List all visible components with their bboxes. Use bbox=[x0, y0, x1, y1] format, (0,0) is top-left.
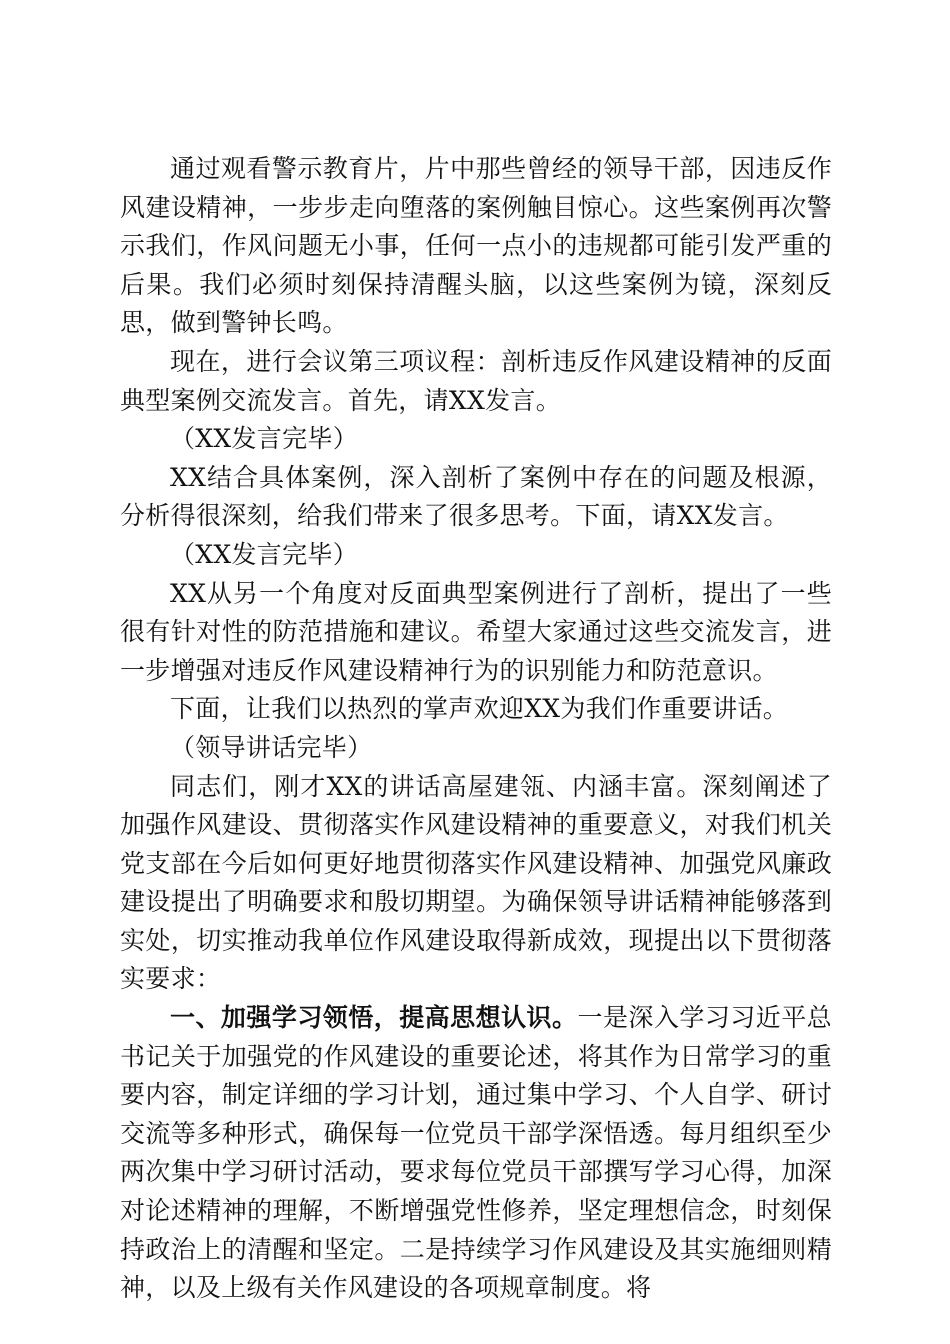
paragraph-summary-requirements: 同志们，刚才XX的讲话高屋建瓴、内涵丰富。深刻阐述了加强作风建设、贯彻落实作风建设精神的重要意义，对我们机关党支部在今后如何更好地贯彻落实作风建设精神、加强党风廉政建设提出了明确要求和殷切期望。为确保领导讲话精神能够落到实处，切实推动我单位作风建设取得新成效，现提出以下贯彻落实要求： bbox=[120, 771, 832, 994]
paragraph-warning-film: 通过观看警示教育片，片中那些曾经的领导干部，因违反作风建设精神，一步步走向堕落的案例触目惊心。这些案例再次警示我们，作风问题无小事，任何一点小的违规都可能引发严重的后果。我们必须时刻保持清醒头脑，以这些案例为镜，深刻反思，做到警钟长鸣。 bbox=[120, 154, 832, 338]
paragraph-leader-speech-intro: 下面，让我们以热烈的掌声欢迎XX为我们作重要讲话。 bbox=[170, 694, 789, 724]
paragraph-agenda-item-three: 现在，进行会议第三项议程：剖析违反作风建设精神的反面典型案例交流发言。首先，请XX发言。 bbox=[120, 346, 832, 415]
document-body bbox=[120, 150, 832, 1308]
section-one-body: 一是深入学习习近平总书记关于加强党的作风建设的重要论述，将其作为日常学习的重要内容，制定详细的学习计划，通过集中学习、个人自学、研讨交流等多种形式，确保每一位党员干部学深悟透。每月组织至少两次集中学习研讨活动，要求每位党员干部撰写学习心得，加深对论述精神的理解，不断增强党性修养，坚定理想信念，时刻保持政治上的清醒和坚定。二是持续学习作风建设及其实施细则精神，以及上级有关作风建设的各项规章制度。将 bbox=[120, 1003, 832, 1303]
paragraph-section-one bbox=[120, 999, 832, 1308]
section-one-heading: 一、加强学习领悟，提高思想认识。 bbox=[170, 1003, 578, 1033]
paragraph-speech-finished-note: （XX发言完毕） bbox=[170, 424, 358, 454]
paragraph-speech-finished-note-2: （XX发言完毕） bbox=[170, 539, 358, 569]
paragraph-first-speaker-comment: XX结合具体案例，深入剖析了案例中存在的问题及根源，分析得很深刻，给我们带来了很多思考。下面，请XX发言。 bbox=[120, 462, 832, 531]
paragraph-leader-speech-finished-note: （领导讲话完毕） bbox=[170, 732, 373, 762]
paragraph-second-speaker-comment: XX从另一个角度对反面典型案例进行了剖析，提出了一些很有针对性的防范措施和建议。希望大家通过这些交流发言，进一步增强对违反作风建设精神行为的识别能力和防范意识。 bbox=[120, 578, 832, 685]
